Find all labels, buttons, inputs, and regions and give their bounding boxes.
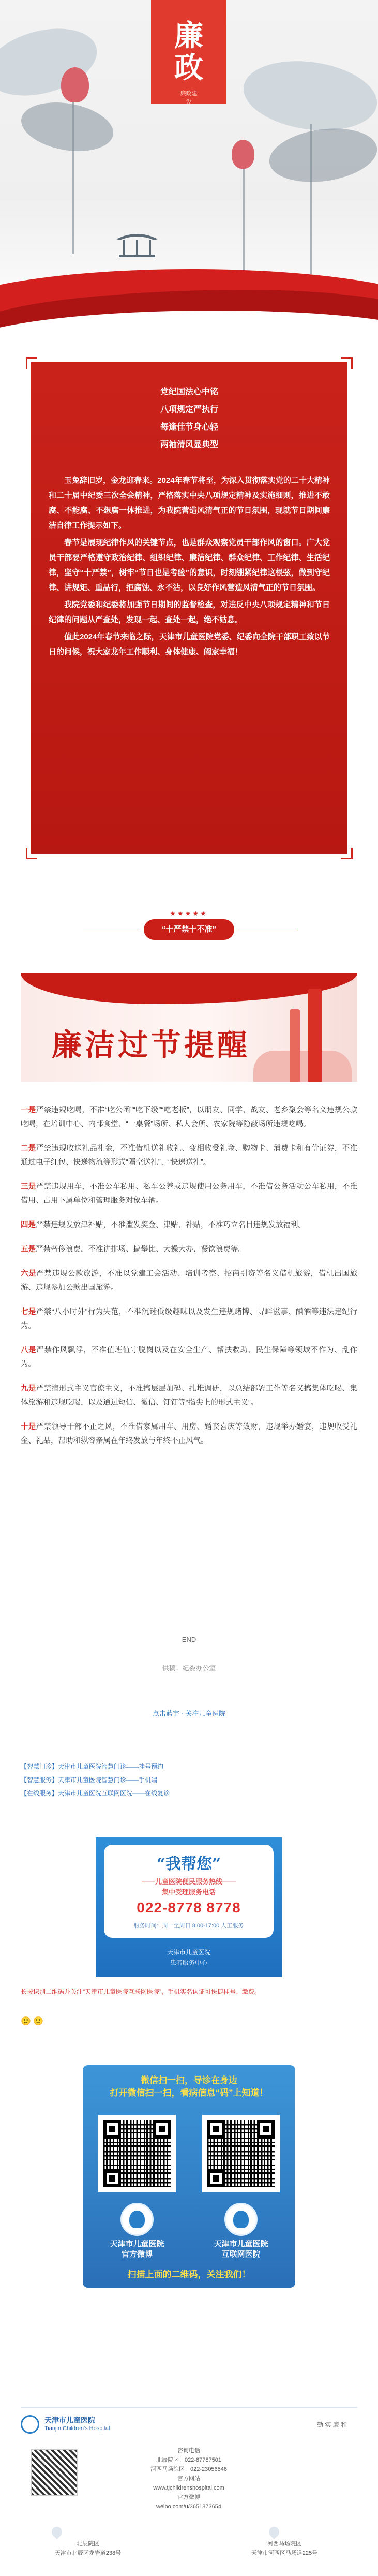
footer-qr-code[interactable]	[31, 2449, 78, 2496]
lotus-stem	[310, 124, 312, 274]
footer-hospital-ename: Tianjin Children's Hospital	[44, 2425, 110, 2432]
hospital-logo-icon	[21, 2415, 39, 2434]
list-item: 九是严禁搞形式主义官僚主义，不准搞层层加码、扎堆调研，以总结部署工作等名义搞集体吃喝、集体旅游和违规吃喝，以及通过短信、微信、钉钉等“指尖上的形式主义”。	[21, 1385, 358, 1407]
hotline-poster[interactable]	[96, 1837, 282, 1977]
banner-title: 廉洁过节提醒	[52, 1027, 251, 1063]
pillar-icon	[290, 1009, 300, 1082]
section-chip: “十严禁十不准”	[144, 919, 234, 940]
list-item: 二是严禁违规收送礼品礼金，不准借机送礼收礼、变相收受礼金、购物卡、消费卡和有价证券，不准通过电子红包、快递物流等形式“隔空送礼”、“快递送礼”。	[21, 1144, 358, 1167]
end-mark: -END-	[179, 1636, 199, 1643]
hero-title: 廉 政	[174, 19, 203, 85]
footer-motto: 勤 实 廉 和	[316, 2421, 347, 2428]
lotus-flower-icon	[61, 67, 89, 102]
service-link[interactable]: 【在线服务】天津市儿童医院互联网医院——在线复诊	[21, 1790, 170, 1797]
weibo-qr-code[interactable]	[98, 2115, 176, 2192]
cloud-decoration	[253, 1051, 352, 1082]
list-item: 七是严禁“八小时外”行为失范，不准沉迷低级趣味以及发生违规赌博、寻衅滋事、酗酒等违法违纪行为。	[21, 1308, 357, 1330]
paragraph: 值此2024年春节来临之际，天津市儿童医院党委、纪委向全院干部职工致以节日的问候，祝大家龙年工作顺利、身体健康、阖家幸福！	[49, 632, 330, 656]
lotus-leaf	[18, 96, 117, 158]
qr-callout: 扫描上面的二维码，关注我们！	[127, 2270, 251, 2279]
qr-eye-icon	[103, 2170, 121, 2187]
message-card-frame	[26, 357, 353, 859]
qr-eye-icon	[103, 2120, 121, 2138]
qr-instruction: 长按识别二维码并关注“天津市儿童医院互联网医院”，手机实名认证可快捷挂号、缴费。	[21, 1988, 261, 1995]
poem-line: 党纪国法心中铭	[160, 387, 218, 396]
footer-contact: 咨询电话 北辰院区：022-87787501 河西马场院区：022-23056546 官方网站 www.tjchildrenshospital.com 官方微博 weibo.com/u/3651873654	[150, 2448, 227, 2510]
hotline-footer: 天津市儿童医院 患者服务中心	[167, 1949, 210, 1966]
paragraph: 玉兔辞旧岁，金龙迎春来。2024年春节将至，为深入贯彻落实党的二十大精神和二十届中纪委三次全会精神，严格落实中央八项规定精神及实施细则，推进不敢腐、不能腐、不想腐一体推进，为我院营造风清气正的节日氛围，现就节日期间廉洁自律工作提示如下。	[49, 476, 330, 530]
hero-banner	[0, 0, 378, 331]
hero-seal: 廉政建设	[180, 91, 198, 105]
message-card	[31, 362, 347, 854]
paragraph: 我院党委和纪委将加强节日期间的监督检查，对违反中央八项规定精神和节日纪律的问题从严查处，发现一起、查处一起，绝不姑息。	[49, 600, 330, 624]
poem	[49, 383, 330, 453]
lotus-leaf	[239, 53, 378, 139]
poem-line: 每逢佳节身心轻	[160, 422, 218, 432]
service-links	[21, 1760, 357, 1800]
lotus-stem	[243, 155, 245, 279]
hotline-subtitle: ——儿童医院便民服务热线—— 集中受理服务电话	[141, 1878, 236, 1896]
pavilion-icon	[114, 228, 160, 259]
lotus-leaf	[0, 18, 104, 107]
footer-address: 河西马场院区 天津市河西区马场道225号	[251, 2541, 318, 2556]
paragraph: 春节是展现纪律作风的关键节点，也是群众观察党员干部作风的窗口。广大党员干部要严格遵守政治纪律、组织纪律、廉洁纪律、群众纪律、工作纪律、生活纪律，坚守“十严禁”，树牢“节日也是考验”的意识，时刻绷紧纪律这根弦，做到守纪律、讲规矩、重品行，拒腐蚀、永不沾，以良好作风营造风清气正的节日氛围。	[49, 538, 330, 592]
list-item: 四是严禁违规发放津补贴，不准滥发奖金、津贴、补贴，不准巧立名目违规发放福利。	[21, 1221, 306, 1229]
list-item: 十是严禁领导干部不正之风，不准借家属用车、用房、婚丧喜庆等敛财，违规举办婚宴，违规收受礼金、礼品，帮助和纵容亲属在年终发放与年终不正风气。	[21, 1423, 358, 1445]
qr-eye-icon	[257, 2120, 275, 2138]
hospital-qr-code[interactable]	[202, 2115, 280, 2192]
qr-heading: 微信扫一扫，导诊在身边 打开微信扫一扫，看病信息“码”上知道！	[110, 2075, 268, 2098]
service-link[interactable]: 【智慧服务】天津市儿童医院智慧门诊——手机端	[21, 1776, 158, 1784]
list-item: 一是严禁违规吃喝，不准“吃公函”“吃下级”“吃老板”，以朋友、同学、战友、老乡聚会等名义违规公款吃喝，在培训中心、内部食堂、“一桌餐”场所、私人会所、农家院等隐蔽场所违规吃喝。	[21, 1106, 358, 1128]
emoji-icons: 🙂 🙂	[21, 2017, 44, 2026]
qr-panel	[83, 2065, 295, 2288]
list-item: 八是严禁作风飘浮，不准值班值守脱岗以及在安全生产、帮扶救助、民生保障等领域不作为、乱作为。	[21, 1346, 357, 1368]
message-body	[49, 473, 330, 659]
lotus-leaf	[266, 122, 378, 188]
lotus-flower-icon	[232, 140, 254, 169]
pillar-icon	[308, 989, 322, 1082]
page-footer	[21, 2407, 357, 2562]
list-item: 三是严禁违规用车，不准公车私用、私车公养或违规使用公务用车，不准借公务活动公车私用，不准借用、占用下属单位和管理服务对象车辆。	[21, 1183, 358, 1205]
location-pin-icon	[267, 2525, 281, 2539]
qr-caption: 天津市儿童医院 官方微博	[110, 2240, 164, 2259]
location-pin-icon	[50, 2525, 64, 2539]
poem-line: 八项规定严执行	[160, 404, 218, 414]
footer-hospital-name: 天津市儿童医院	[44, 2416, 95, 2424]
stars-decoration: ★★★★★	[170, 910, 208, 917]
lotus-stem	[72, 83, 74, 254]
qr-eye-icon	[153, 2120, 171, 2138]
hotline-hours: 服务时间：周一至周日 8:00-17:00 人工服务	[133, 1923, 244, 1929]
qr-eye-icon	[207, 2170, 225, 2187]
source-credit: 供稿：纪委办公室	[162, 1664, 216, 1672]
qr-caption: 天津市儿童医院 互联网医院	[214, 2240, 268, 2259]
poem-line: 两袖清风显典型	[160, 439, 218, 449]
hotline-title: “我帮您”	[156, 1855, 221, 1873]
reminder-banner	[21, 973, 357, 1082]
hotline-phone: 022-8778 8778	[137, 1900, 241, 1916]
service-link[interactable]: 【智慧门诊】天津市儿童医院智慧门诊——挂号预约	[21, 1763, 164, 1770]
banner-ribbon	[21, 973, 357, 1004]
rules-list	[21, 1103, 357, 1459]
hospital-logo-icon	[120, 2203, 154, 2236]
hospital-logo-icon	[224, 2203, 258, 2236]
follow-link[interactable]: 点击蓝字 · 关注儿童医院	[152, 1710, 226, 1717]
list-item: 六是严禁违规公款旅游，不准以党建工会活动、培训考察、招商引资等名义借机旅游，借机出国旅游、违规参加公款出国旅游。	[21, 1270, 357, 1292]
footer-address: 北辰院区 天津市北辰区龙岩道238号	[54, 2541, 122, 2556]
qr-eye-icon	[207, 2120, 225, 2138]
list-item: 五是严禁奢侈浪费，不准讲排场、搞攀比、大操大办、餐饮浪费等。	[21, 1245, 246, 1254]
